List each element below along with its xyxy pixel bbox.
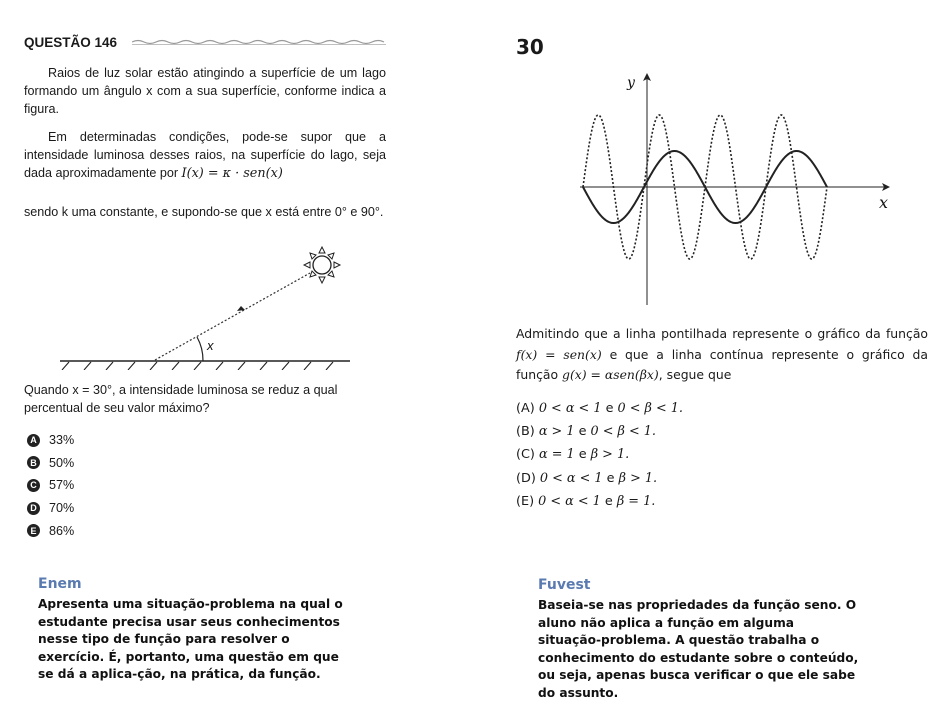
option-text: 57% — [49, 478, 75, 493]
option-condition-2: β > 1. — [590, 447, 630, 463]
option-text: 33% — [49, 433, 75, 448]
option-condition-2: 0 < β < 1. — [590, 424, 656, 440]
option-d[interactable] — [27, 497, 74, 520]
x-axis-label: x — [879, 193, 889, 212]
option-conjunction: e — [606, 470, 615, 486]
option-letter: (B) — [516, 424, 535, 440]
lake-surface — [60, 361, 350, 370]
option-b[interactable] — [27, 452, 74, 475]
option-text: 86% — [49, 523, 75, 538]
g-definition: g(x) = αsen(βx) — [562, 367, 659, 382]
option-conjunction: e — [604, 493, 613, 509]
option-condition-2: 0 < β < 1. — [617, 401, 683, 416]
fuvest-option-d[interactable] — [516, 471, 683, 494]
option-letter: (E) — [516, 493, 535, 509]
option-letter-badge: D — [27, 502, 40, 515]
statement-part-3: , segue que — [658, 367, 732, 382]
fuvest-option-a[interactable] — [516, 401, 683, 424]
option-condition-2: β = 1. — [616, 493, 656, 509]
paragraph-2-text: Em determinadas condições, pode-se supor que a intensidade luminosa desses raios, na superfície do lago, seja dada aproximadamente por — [24, 130, 386, 180]
enem-box-text: Apresenta uma situação-problema na qual o estudante precisa usar seus conhecimentos nesse tipo de função para resolver o exercício. É, portanto, uma questão em que se dá a aplica-ção, na prática, da função. — [38, 597, 343, 681]
option-letter-badge: A — [27, 434, 40, 447]
sun-ray — [155, 273, 310, 360]
problem-statement — [516, 324, 928, 386]
sun-ray-figure — [55, 240, 355, 370]
paragraph-3: sendo k uma constante, e supondo-se que x está entre 0° e 90°. — [24, 205, 384, 219]
option-condition-1: 0 < α < 1 — [538, 493, 601, 509]
fuvest-option-b[interactable] — [516, 424, 683, 447]
option-letter: (A) — [516, 401, 535, 416]
option-letter-badge: C — [27, 479, 40, 492]
question-number: 30 — [516, 35, 544, 59]
angle-arc — [197, 337, 203, 361]
option-letter: (D) — [516, 470, 536, 486]
option-condition-1: 0 < α < 1 — [539, 470, 603, 486]
fuvest-option-e[interactable] — [516, 494, 683, 517]
question-text: Quando x = 30°, a intensidade luminosa se reduz a qual percentual de seu valor máximo? — [24, 383, 338, 415]
f-definition: f(x) = sen(x) — [516, 346, 602, 362]
statement-part-2: e que a linha contínua represente o gráfico da função — [516, 346, 928, 382]
option-c[interactable] — [27, 474, 74, 497]
y-axis-label: y — [627, 75, 635, 91]
option-condition-2: β > 1. — [618, 470, 658, 486]
option-a[interactable] — [27, 429, 74, 452]
fuvest-box-title: Fuvest — [538, 577, 591, 593]
option-letter: (C) — [516, 447, 535, 463]
option-text: 70% — [49, 501, 75, 516]
fuvest-option-c[interactable] — [516, 447, 683, 470]
option-condition-1: 0 < α < 1 — [538, 401, 602, 416]
option-letter-badge: B — [27, 456, 40, 469]
option-condition-1: α = 1 — [539, 447, 575, 463]
option-conjunction: e — [605, 401, 614, 416]
answer-options — [27, 429, 74, 542]
title-rule — [132, 39, 386, 45]
question-title: QUESTÃO 146 — [24, 35, 118, 50]
sun-icon — [304, 247, 340, 283]
intensity-formula: I(x) = κ · sen(x) — [181, 166, 283, 181]
option-conjunction: e — [578, 447, 587, 463]
angle-label: x — [207, 338, 214, 353]
option-letter-badge: E — [27, 524, 40, 537]
option-condition-1: α > 1 — [538, 424, 575, 440]
paragraph-2 — [24, 128, 386, 183]
paragraph-1: Raios de luz solar estão atingindo a superfície de um lago formando um ângulo x com a sua superfície, conforme indica a figura. — [24, 66, 386, 116]
fuvest-box-text: Baseia-se nas propriedades da função seno. O aluno não aplica a função em alguma situação-problema. A questão trabalha o conhecimento do estudante sobre o conteúdo, ou seja, apenas busca verificar o que ele sabe do assunto. — [538, 598, 859, 700]
option-e[interactable] — [27, 519, 74, 542]
fuvest-options — [516, 401, 683, 517]
enem-box-title: Enem — [38, 576, 82, 592]
sine-graph — [575, 65, 895, 310]
option-text: 50% — [49, 455, 75, 470]
statement-part-1: Admitindo que a linha pontilhada represente o gráfico da função — [516, 326, 928, 341]
option-conjunction: e — [578, 424, 587, 440]
